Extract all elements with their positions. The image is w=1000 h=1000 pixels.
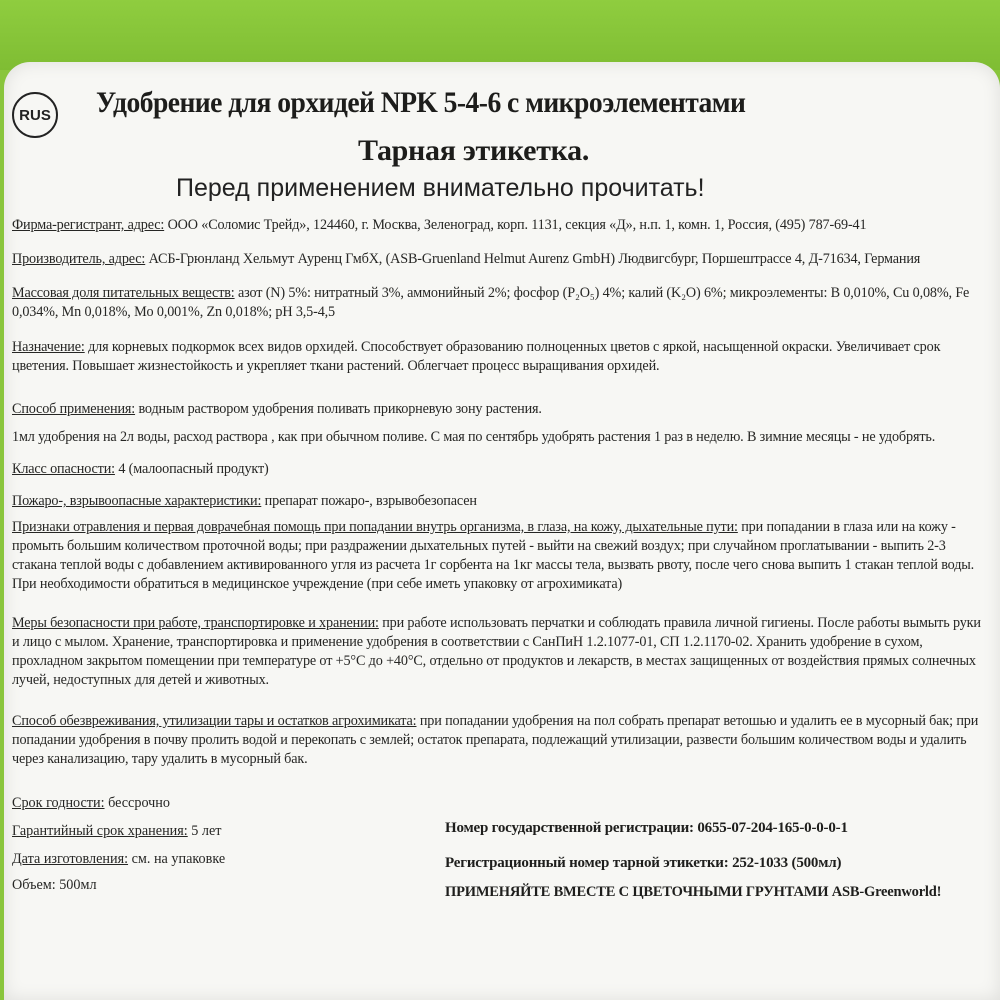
label-registration-number: Регистрационный номер тарной этикетки: 252-1033 (500мл) <box>445 855 842 871</box>
bottle-green-background <box>0 0 1000 70</box>
fire-label: Пожаро-, взрывоопасные характеристики: <box>12 493 262 509</box>
disposal-label: Способ обезвреживания, утилизации тары и остатков агрохимиката: <box>12 713 417 729</box>
purpose-label: Назначение: <box>12 339 85 355</box>
use-with-notice: ПРИМЕНЯЙТЕ ВМЕСТЕ С ЦВЕТОЧНЫМИ ГРУНТАМИ ASB-Greenworld! <box>445 884 942 900</box>
fire-text: препарат пожаро-, взрывобезопасен <box>261 493 477 509</box>
dosage-paragraph <box>12 428 990 447</box>
manufacturer-text: АСБ-Грюнланд Хельмут Ауренц ГмбХ, (ASB-Gruenland Helmut Aurenz GmbH) Людвигсбург, Поршештрассе 4, Д-71634, Германия <box>145 251 921 267</box>
read-warning: Перед применением внимательно прочитать! <box>176 174 705 202</box>
manufacturer-paragraph <box>12 250 990 269</box>
hazard-label: Класс опасности: <box>12 461 115 477</box>
rus-badge: RUS <box>12 92 58 138</box>
guarantee-text: 5 лет <box>187 823 222 839</box>
purpose-paragraph <box>12 338 990 376</box>
shelf-life-label: Срок годности: <box>12 795 105 811</box>
manufactured-line <box>12 851 225 868</box>
volume-text: Объем: 500мл <box>12 877 97 893</box>
disposal-paragraph <box>12 712 990 769</box>
guarantee-label: Гарантийный срок хранения: <box>12 823 188 839</box>
hazard-paragraph <box>12 460 990 479</box>
fire-paragraph <box>12 492 990 511</box>
method-text: водным раствором удобрения поливать прикорневую зону растения. <box>135 401 542 417</box>
registrant-paragraph <box>12 216 990 235</box>
composition-paragraph <box>12 284 990 322</box>
label-subtitle: Тарная этикетка. <box>358 134 590 167</box>
shelf-life-line <box>12 795 170 812</box>
registrant-text: ООО «Соломис Трейд», 124460, г. Москва, Зеленоград, корп. 1131, секция «Д», н.п. 1, комн. 1, Россия, (495) 787-69-41 <box>164 217 867 233</box>
manufacturer-label: Производитель, адрес: <box>12 251 146 267</box>
disposal-text: при попадании удобрения на пол собрать препарат ветошью и удалить ее в мусорный бак; при попадании удобрения в почву пролить водой и перекопать с землей; остаток препарата, подлежащий утилизации, развести большим количеством воды и удалить через канализацию, тару удалить в мусорный бак. <box>12 713 979 767</box>
volume-line <box>12 877 97 894</box>
poisoning-paragraph <box>12 518 990 594</box>
poisoning-label: Признаки отравления и первая доврачебная помощь при попадании внутрь организма, в глаза, на кожу, дыхательные пути: <box>12 519 738 535</box>
poisoning-text: при попадании в глаза или на кожу - промыть большим количеством проточной воды; при раздражении дыхательных путей - выйти на свежий воздух; при случайном проглатывании - выпить 2-3 стакана теплой воды с добавлением активированного угля из расчета 1г сорбента на 1кг массы тела, вызвать рвоту, после чего снова выпить 1 стакан теплой воды. При необходимости обратиться в медицинское учреждение (при себе иметь упаковку от агрохимиката) <box>12 519 975 592</box>
shelf-life-text: бессрочно <box>104 795 170 811</box>
method-label: Способ применения: <box>12 401 136 417</box>
label-title: Удобрение для орхидей NPK 5-4-6 с микроэлементами <box>96 86 746 119</box>
hazard-text: 4 (малоопасный продукт) <box>114 461 269 477</box>
purpose-text: для корневых подкормок всех видов орхидей. Способствует образованию полноценных цветов с яркой, насыщенной окраски. Увеличивает срок цветения. Повышает жизнестойкость и укрепляет ткани растений. Облегчает процесс выращивания орхидей. <box>12 339 941 374</box>
composition-label: Массовая доля питательных веществ: <box>12 285 235 301</box>
registration-number: Номер государственной регистрации: 0655-07-204-165-0-0-0-1 <box>445 820 848 836</box>
safety-label: Меры безопасности при работе, транспортировке и хранении: <box>12 615 379 631</box>
manufactured-text: см. на упаковке <box>128 851 226 867</box>
guarantee-line <box>12 823 222 840</box>
method-paragraph <box>12 400 990 419</box>
manufactured-label: Дата изготовления: <box>12 851 129 867</box>
dosage-text: 1мл удобрения на 2л воды, расход раствора , как при обычном поливе. С мая по сентябрь удобрять растения 1 раз в неделю. В зимние месяцы - не удобрять. <box>12 429 936 445</box>
safety-paragraph <box>12 614 990 690</box>
registrant-label: Фирма-регистрант, адрес: <box>12 217 165 233</box>
composition-text: азот (N) 5%: нитратный 3%, аммонийный 2%; фосфор (P₂O₅) 4%; калий (K₂O) 6%; микроэлементы: B 0,010%, Cu 0,08%, Fe 0,034%, Mn 0,018%, Mo 0,001%, Zn 0,018%; pH 3,5-4,5 <box>12 285 970 320</box>
safety-text: при работе использовать перчатки и соблюдать правила личной гигиены. После работы вымыть руки и лицо с мылом. Хранение, транспортировка и применение удобрения в соответствии с СанПиН 1.2.1077-01, СП 1.2.1170-02. Хранить удобрение в сухом, прохладном закрытом помещении при температуре от +5°С до +40°С, отдельно от продуктов и лекарств, в местах защищенных от воздействия прямых солнечных лучей, недоступных для детей и животных. <box>12 615 981 688</box>
